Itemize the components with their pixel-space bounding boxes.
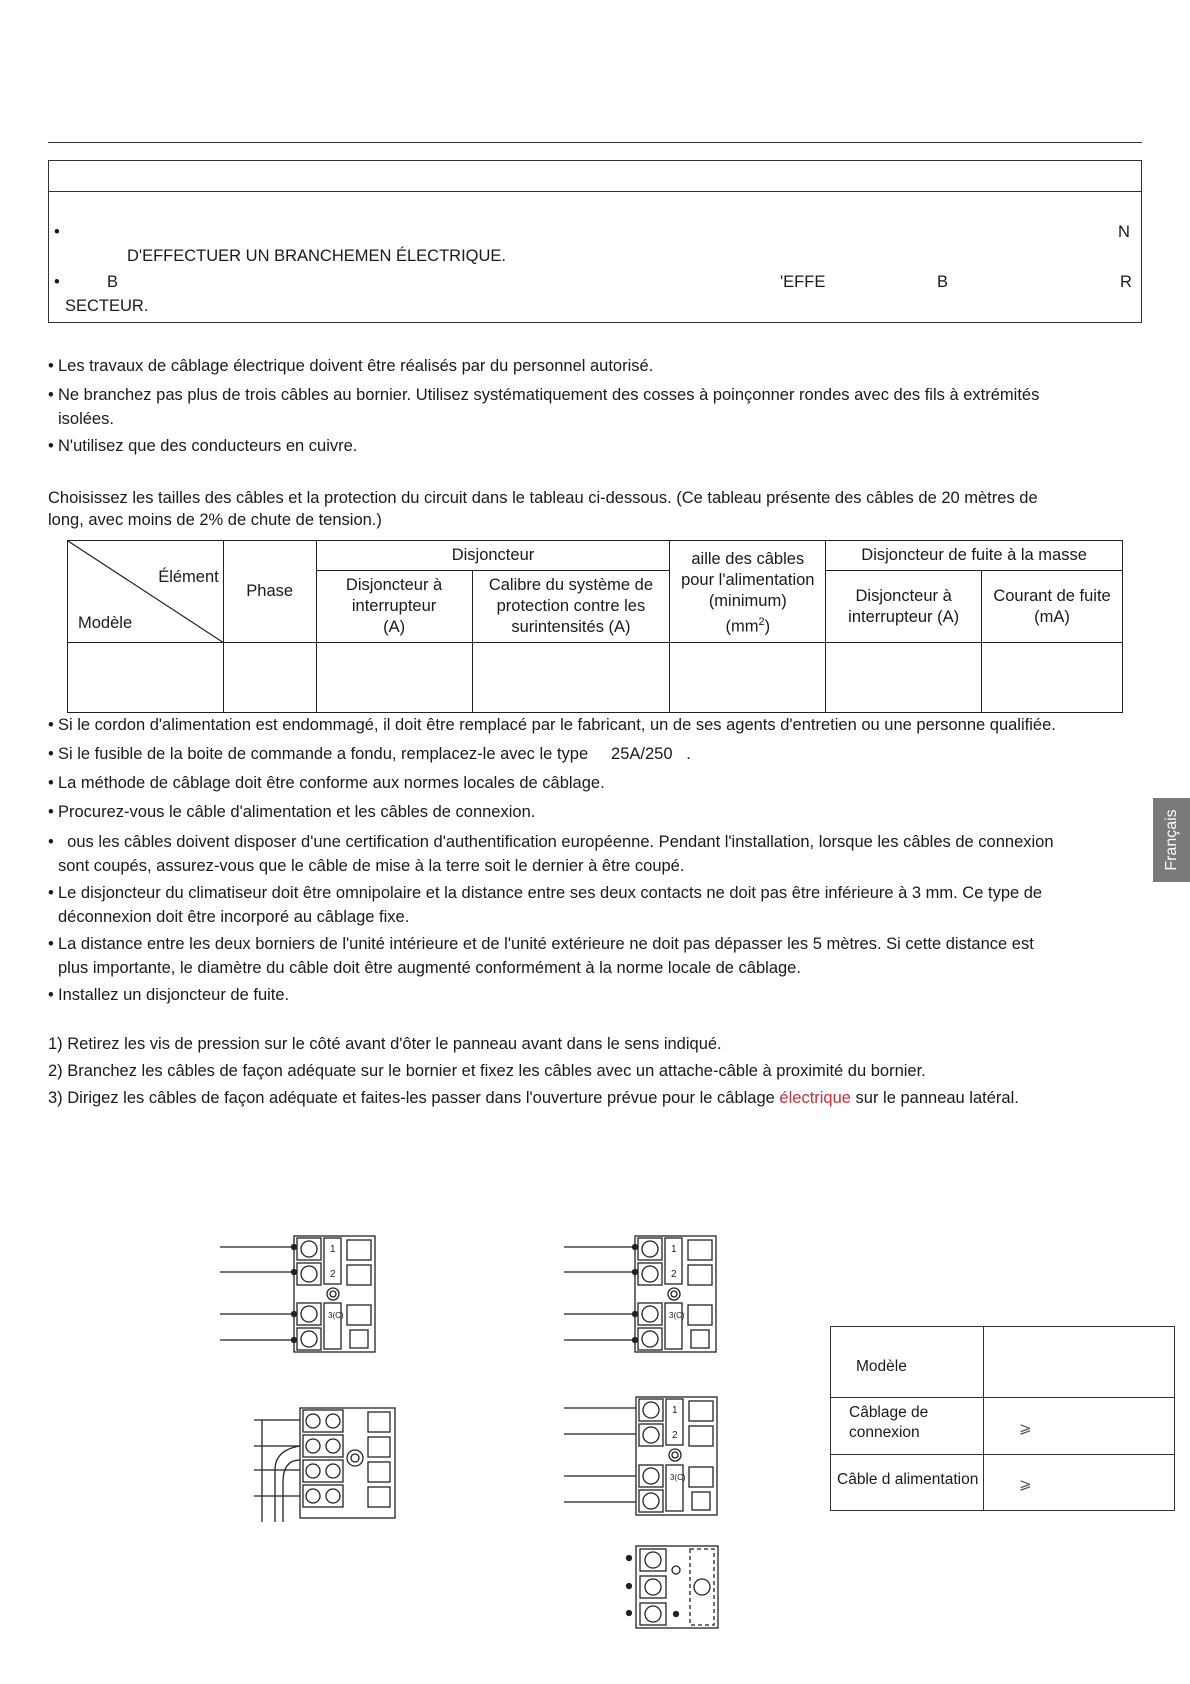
terminal-label-3c: 3(C) <box>669 1311 685 1320</box>
leak-breaker-header: Disjoncteur de fuite à la masse <box>826 541 1123 571</box>
terminal-block-diagram-b <box>254 1408 395 1522</box>
bullet-item: • Ne branchez pas plus de trois câbles au bornier. Utilisez systématiquement des cosses à poinçonner rondes avec des fils à extrémités <box>48 386 1040 404</box>
phase-header: Phase <box>223 541 316 643</box>
bullet-item: • La distance entre les deux borniers de l'unité intérieure et de l'unité extérieure ne doit pas dépasser les 5 mètres. Si cette distance est <box>48 935 1034 953</box>
warning-fragment: 'EFFE <box>780 273 826 291</box>
table-cell <box>670 643 826 713</box>
leak-switch-header: Disjoncteur à interrupteur (A) <box>826 571 982 643</box>
terminal-block-diagram-d <box>564 1397 717 1515</box>
bullet-item: • ous les câbles doivent disposer d'une certification d'authentification européenne. Pendant l'installation, lorsque les câbles de connexion <box>48 833 1054 851</box>
terminal-label-1: 1 <box>330 1244 336 1255</box>
terminal-label-1: 1 <box>671 1244 677 1255</box>
terminal-label-1: 1 <box>672 1405 678 1416</box>
model-element-header <box>68 541 224 643</box>
step-1: 1) Retirez les vis de pression sur le côté avant d'ôter le panneau avant dans le sens indiqué. <box>48 1035 722 1053</box>
warning-bullet-1: • <box>54 223 60 241</box>
disjoncteur-header: Disjoncteur <box>316 541 670 571</box>
intro-line-2: long, avec moins de 2% de chute de tension.) <box>48 511 382 529</box>
warning-line-4: SECTEUR. <box>65 297 149 315</box>
bullet-item: • Procurez-vous le câble d'alimentation et les câbles de connexion. <box>48 803 536 821</box>
bullet-item: • N'utilisez que des conducteurs en cuivre. <box>48 437 358 455</box>
table-cell <box>826 643 982 713</box>
bullet-item: • Le disjoncteur du climatiseur doit être omnipolaire et la distance entre ses deux contacts ne doit pas être inférieure à 3 mm. Ce type de <box>48 884 1043 902</box>
terminal-label-3c: 3(C) <box>670 1473 686 1482</box>
language-tab[interactable]: Français <box>1153 798 1190 882</box>
bullet-item: • Si le fusible de la boite de commande a fondu, remplacez-le avec le type 25A/250 . <box>48 745 691 763</box>
warning-bullet-2: • <box>54 273 60 291</box>
overcurrent-header: Calibre du système de protection contre les surintensités (A) <box>472 571 670 643</box>
terminal-label-2: 2 <box>671 1269 677 1280</box>
top-rule <box>48 142 1142 143</box>
modele-label: Modèle <box>78 614 133 632</box>
switch-breaker-header: Disjoncteur à interrupteur (A) <box>316 571 472 643</box>
table-cell <box>316 643 472 713</box>
min-symbol: ⩾ <box>1019 1476 1032 1493</box>
element-label: Élément <box>158 568 219 586</box>
terminal-label-2: 2 <box>672 1430 678 1441</box>
step-3: 3) Dirigez les câbles de façon adéquate et faites-les passer dans l'ouverture prévue pour le câblage électrique sur le panneau latéral. <box>48 1089 1019 1107</box>
warning-header-divider <box>49 191 1141 192</box>
bullet-item: • Si le cordon d'alimentation est endommagé, il doit être remplacé par le fabricant, un de ses agents d'entretien ou une personne qualifiée. <box>48 716 1056 734</box>
warning-fragment: R <box>1120 273 1132 291</box>
cable-size-table <box>830 1326 1175 1511</box>
warning-box <box>48 160 1142 323</box>
wiring-spec-table <box>67 540 1123 713</box>
bullet-continuation: déconnexion doit être incorporé au câblage fixe. <box>58 908 410 926</box>
terminal-block-diagram-e <box>627 1546 719 1628</box>
cable-table-cablage: Câblage de connexion <box>849 1404 929 1441</box>
bullet-item: • La méthode de câblage doit être conforme aux normes locales de câblage. <box>48 774 605 792</box>
bullet-continuation: isolées. <box>58 410 114 428</box>
warning-fragment: N <box>1118 223 1130 241</box>
terminal-block-diagram-a <box>220 1236 375 1352</box>
intro-line-1: Choisissez les tailles des câbles et la protection du circuit dans le tableau ci-dessous. (Ce tableau présente des câbles de 20 mètres de <box>48 489 1038 507</box>
cable-table-modele: Modèle <box>856 1358 907 1375</box>
table-cell <box>982 643 1123 713</box>
warning-fragment: B <box>937 273 949 291</box>
table-cell <box>68 643 224 713</box>
cable-table-row <box>831 1397 1174 1398</box>
table-cell <box>472 643 670 713</box>
terminal-block-diagram-c <box>564 1236 716 1352</box>
bullet-item: • Les travaux de câblage électrique doivent être réalisés par du personnel autorisé. <box>48 357 654 375</box>
step-2: 2) Branchez les câbles de façon adéquate sur le bornier et fixez les câbles avec un attache-câble à proximité du bornier. <box>48 1062 926 1080</box>
bullet-item: • Installez un disjoncteur de fuite. <box>48 986 290 1004</box>
terminal-label-3c: 3(C) <box>328 1311 344 1320</box>
leak-current-header: Courant de fuite (mA) <box>982 571 1123 643</box>
table-cell <box>223 643 316 713</box>
warning-fragment: B <box>107 273 119 291</box>
bullet-continuation: plus importante, le diamètre du câble doit être augmenté conformément à la norme locale de câblage. <box>58 959 801 977</box>
cable-table-alimentation: Câble d alimentation <box>837 1471 979 1488</box>
highlighted-word: électrique <box>779 1089 851 1107</box>
table-row <box>68 643 1123 713</box>
terminal-label-2: 2 <box>330 1269 336 1280</box>
cable-size-header: aille des câbles pour l'alimentation (minimum) $(mm^2)$ <box>670 541 826 643</box>
warning-line-2: D'EFFECTUER UN BRANCHEMEN ÉLECTRIQUE. <box>127 247 507 265</box>
bullet-continuation: sont coupés, assurez-vous que le câble de mise à la terre soit le dernier à être coupé. <box>58 857 685 875</box>
min-symbol: ⩾ <box>1019 1420 1032 1437</box>
cable-table-row <box>831 1454 1174 1455</box>
